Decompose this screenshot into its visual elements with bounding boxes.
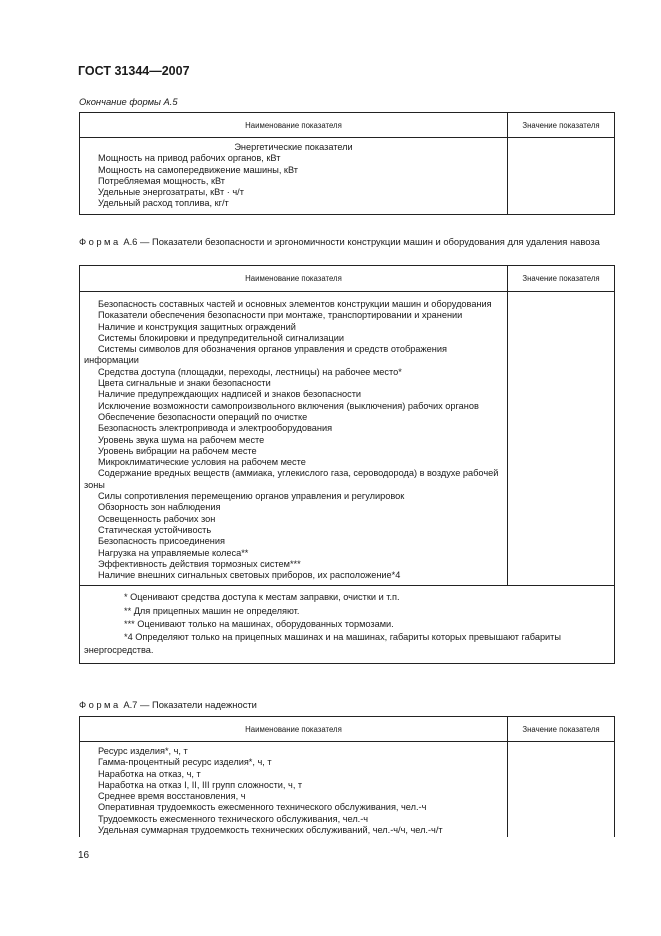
- list-item: Среднее время восстановления, ч: [98, 791, 246, 802]
- form-a7-caption: [79, 699, 257, 710]
- page-number: 16: [78, 850, 90, 861]
- form-a7-table: [79, 716, 615, 837]
- footnote: *** Оценивают только на машинах, оборудованных тормозами.: [124, 618, 394, 629]
- list-item: Статическая устойчивость: [98, 524, 212, 535]
- list-item: Обзорность зон наблюдения: [98, 502, 221, 513]
- list-item: Нагрузка на управляемые колеса**: [98, 547, 249, 558]
- column-header-value: Значение показателя: [508, 717, 615, 742]
- footnote: * Оценивают средства доступа к местам заправки, очистки и т.п.: [124, 592, 400, 603]
- column-header-name: Наименование показателя: [80, 113, 508, 138]
- list-item: Потребляемая мощность, кВт: [98, 175, 225, 186]
- list-item: Наличие внешних сигнальных световых приборов, их расположение*4: [98, 570, 401, 581]
- list-item: Исключение возможности самопроизвольного включения (выключения) рабочих органов: [98, 400, 479, 411]
- list-item: Микроклиматические условия на рабочем месте: [98, 457, 306, 468]
- list-item: Удельные энергозатраты, кВт · ч/т: [98, 187, 244, 198]
- list-item: Безопасность составных частей и основных элементов конструкции машин и оборудования: [98, 299, 492, 309]
- list-item: Силы сопротивления перемещению органов управления и регулировок: [98, 491, 405, 502]
- value-cell: [508, 138, 615, 215]
- footnote: *4 Определяют только на прицепных машинах и на машинах, габариты которых превышают габариты энергосредства.: [84, 632, 561, 656]
- list-item: Наработка на отказ I, II, III групп сложности, ч, т: [98, 779, 303, 790]
- list-item: Безопасность присоединения: [98, 536, 225, 547]
- list-item: Показатели обеспечения безопасности при монтаже, транспортировании и хранении: [98, 310, 463, 321]
- list-item: Мощность на привод рабочих органов, кВт: [98, 153, 281, 164]
- list-item: Эффективность действия тормозных систем***: [98, 558, 301, 569]
- indicator-list: [80, 138, 507, 214]
- form-word: Форма: [79, 699, 121, 710]
- list-item: Гамма-процентный ресурс изделия*, ч, т: [98, 757, 272, 768]
- group-title: Энергетические показатели: [234, 142, 353, 152]
- column-header-name: Наименование показателя: [80, 266, 508, 292]
- form-a5-table: [79, 112, 615, 215]
- list-item: Мощность на самопередвижение машины, кВт: [98, 164, 298, 175]
- list-item: Обеспечение безопасности операций по очистке: [98, 411, 308, 422]
- list-item: Наличие и конструкция защитных ограждений: [98, 321, 296, 332]
- form-a7-title: А.7 — Показатели надежности: [120, 699, 257, 710]
- column-header-name: Наименование показателя: [80, 717, 508, 742]
- list-item: Удельный расход топлива, кг/т: [98, 198, 229, 209]
- list-item: Средства доступа (площадки, переходы, лестницы) на рабочее место*: [98, 366, 402, 377]
- list-item: Цвета сигнальные и знаки безопасности: [98, 378, 271, 389]
- list-item: Удельная суммарная трудоемкость технических обслуживаний, чел.-ч/ч, чел.-ч/т: [98, 825, 443, 836]
- footnote: ** Для прицепных машин не определяют.: [124, 605, 300, 616]
- column-header-value: Значение показателя: [508, 113, 615, 138]
- form-a6-caption: [79, 236, 615, 248]
- list-item: Оперативная трудоемкость ежесменного технического обслуживания, чел.-ч: [98, 802, 427, 813]
- list-item: Трудоемкость ежесменного технического обслуживания, чел.-ч: [98, 813, 369, 824]
- list-item: Уровень вибрации на рабочем месте: [98, 445, 257, 456]
- footnotes: [80, 586, 614, 663]
- indicator-list: [80, 292, 507, 585]
- form-word: Форма: [79, 236, 121, 247]
- value-cell: [508, 292, 615, 586]
- list-item: Наличие предупреждающих надписей и знаков безопасности: [98, 389, 362, 400]
- column-header-value: Значение показателя: [508, 266, 615, 292]
- list-item: Системы блокировки и предупредительной сигнализации: [98, 332, 345, 343]
- list-item: Освещенность рабочих зон: [98, 513, 216, 524]
- form-a6-title: А.6 — Показатели безопасности и эргономичности конструкции машин и оборудования для удаления навоза: [120, 236, 600, 247]
- list-item: Содержание вредных веществ (аммиака, углекислого газа, сероводорода) в воздухе рабочей зоны: [84, 468, 499, 490]
- indicator-list: [80, 742, 507, 837]
- value-cell: [508, 742, 615, 838]
- list-item: Уровень звука шума на рабочем месте: [98, 434, 265, 445]
- list-item: Ресурс изделия*, ч, т: [98, 746, 188, 756]
- list-item: Наработка на отказ, ч, т: [98, 768, 201, 779]
- document-title: ГОСТ 31344—2007: [78, 64, 190, 78]
- list-item: Безопасность электропривода и электрооборудования: [98, 423, 333, 434]
- form-a6-table: [79, 265, 615, 664]
- form-a5-caption: Окончание формы А.5: [79, 96, 178, 107]
- list-item: Системы символов для обозначения органов управления и средств отображения информации: [84, 344, 447, 366]
